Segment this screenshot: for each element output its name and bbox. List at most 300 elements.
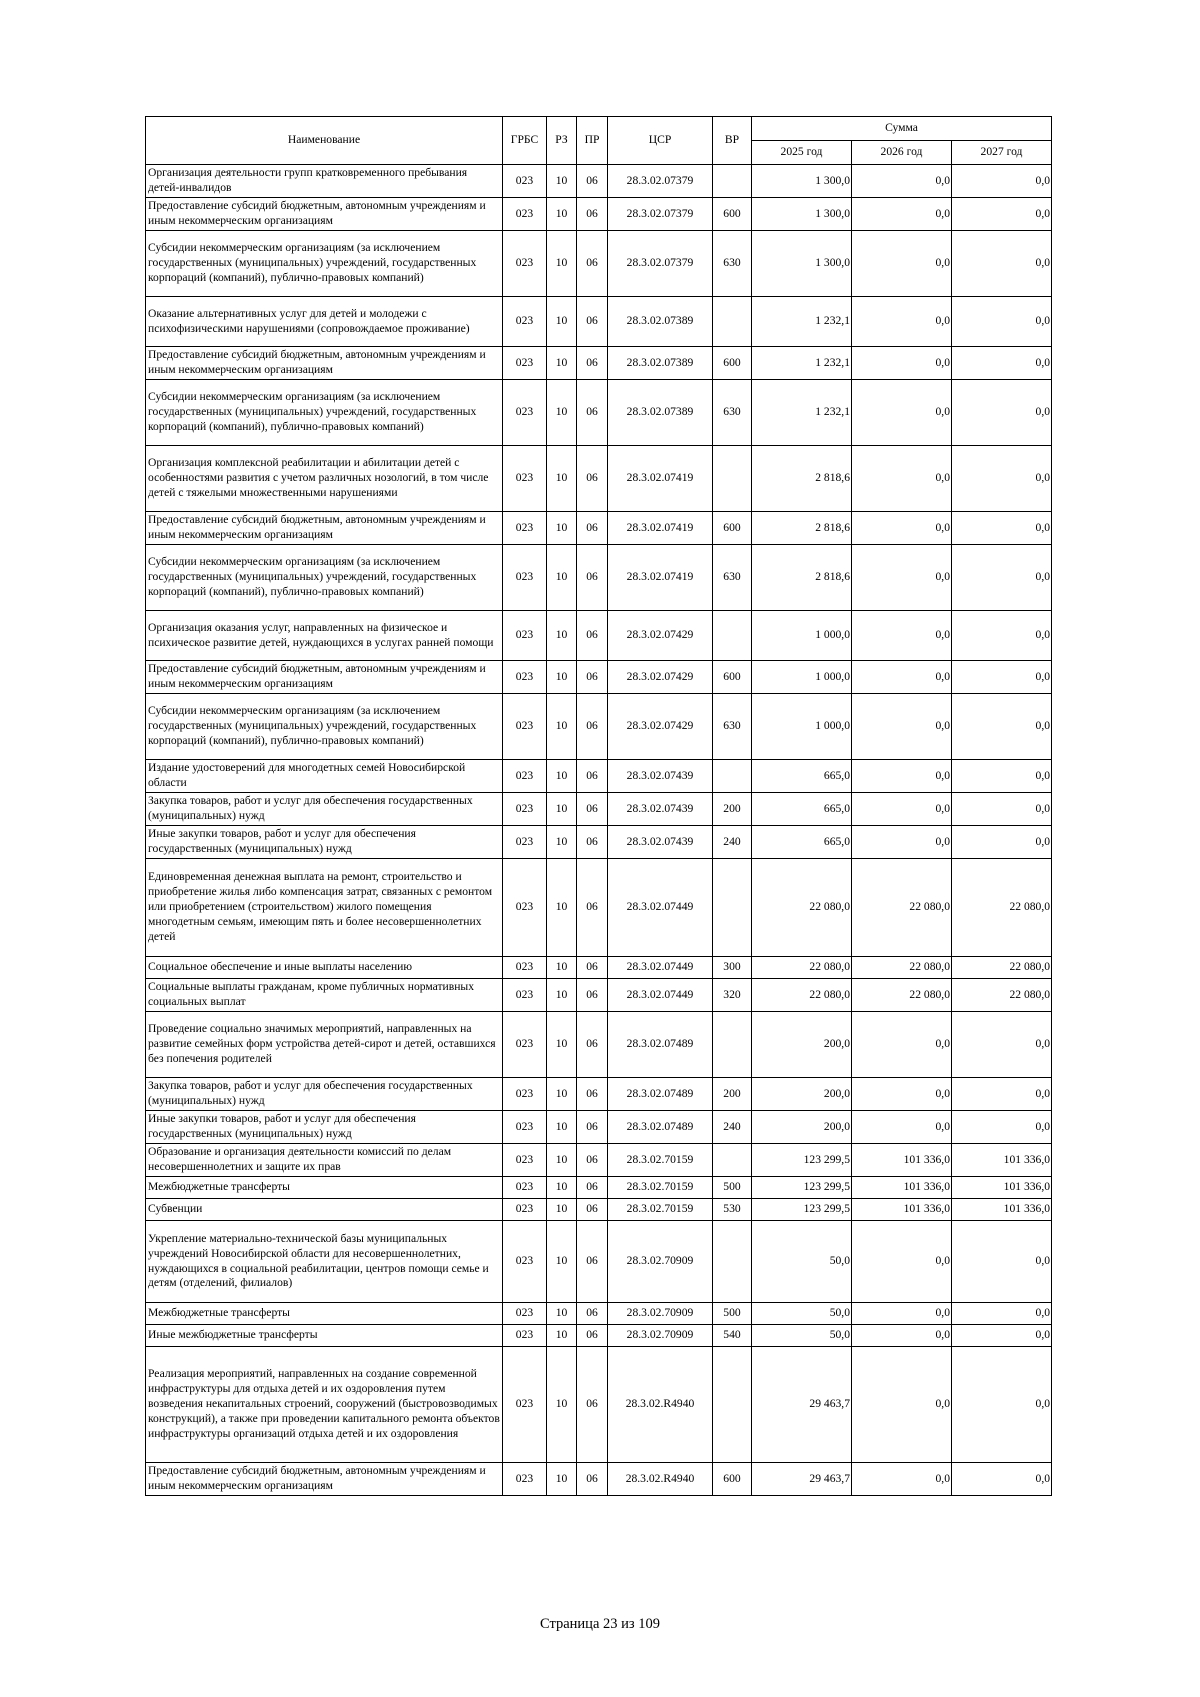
cell-2026: 101 336,0 <box>852 1199 952 1221</box>
cell-2025: 22 080,0 <box>752 957 852 979</box>
cell-2027: 0,0 <box>952 1221 1052 1303</box>
cell-rz: 10 <box>547 545 577 611</box>
cell-2025: 665,0 <box>752 760 852 793</box>
cell-grbs: 023 <box>503 793 547 826</box>
cell-pr: 06 <box>577 1078 608 1111</box>
cell-csr: 28.3.02.07429 <box>608 694 713 760</box>
cell-vr: 630 <box>713 545 752 611</box>
table-row <box>146 297 1052 347</box>
table-row <box>146 380 1052 446</box>
header-csr: ЦСР <box>608 117 713 165</box>
cell-2027: 0,0 <box>952 826 1052 859</box>
cell-grbs: 023 <box>503 545 547 611</box>
cell-csr: 28.3.02.07419 <box>608 446 713 512</box>
cell-csr: 28.3.02.07379 <box>608 198 713 231</box>
cell-name: Субсидии некоммерческим организациям (за исключением государственных (муниципальных) учреждений, государственных корпораций (компаний), публично-правовых компаний) <box>146 380 503 446</box>
cell-name: Иные закупки товаров, работ и услуг для обеспечения государственных (муниципальных) нужд <box>146 826 503 859</box>
cell-2025: 200,0 <box>752 1012 852 1078</box>
cell-csr: 28.3.02.07429 <box>608 611 713 661</box>
table-row <box>146 1221 1052 1303</box>
header-name: Наименование <box>146 117 503 165</box>
cell-rz: 10 <box>547 826 577 859</box>
cell-csr: 28.3.02.07449 <box>608 957 713 979</box>
cell-pr: 06 <box>577 1347 608 1463</box>
cell-csr: 28.3.02.07389 <box>608 347 713 380</box>
cell-pr: 06 <box>577 793 608 826</box>
cell-rz: 10 <box>547 165 577 198</box>
cell-rz: 10 <box>547 979 577 1012</box>
cell-name: Субвенции <box>146 1199 503 1221</box>
cell-2026: 101 336,0 <box>852 1144 952 1177</box>
cell-grbs: 023 <box>503 1144 547 1177</box>
cell-2026: 0,0 <box>852 661 952 694</box>
cell-2026: 0,0 <box>852 1347 952 1463</box>
cell-2025: 665,0 <box>752 793 852 826</box>
cell-2025: 123 299,5 <box>752 1177 852 1199</box>
cell-name: Предоставление субсидий бюджетным, автономным учреждениям и иным некоммерческим организациям <box>146 512 503 545</box>
table-row <box>146 760 1052 793</box>
cell-name: Закупка товаров, работ и услуг для обеспечения государственных (муниципальных) нужд <box>146 1078 503 1111</box>
cell-2026: 0,0 <box>852 198 952 231</box>
cell-2025: 1 000,0 <box>752 611 852 661</box>
cell-grbs: 023 <box>503 1199 547 1221</box>
cell-vr: 600 <box>713 661 752 694</box>
cell-2025: 1 000,0 <box>752 661 852 694</box>
cell-rz: 10 <box>547 1177 577 1199</box>
table-row <box>146 1078 1052 1111</box>
cell-vr: 500 <box>713 1177 752 1199</box>
cell-name: Предоставление субсидий бюджетным, автономным учреждениям и иным некоммерческим организациям <box>146 661 503 694</box>
cell-2025: 22 080,0 <box>752 859 852 957</box>
cell-2027: 0,0 <box>952 512 1052 545</box>
cell-csr: 28.3.02.70159 <box>608 1199 713 1221</box>
table-row <box>146 1111 1052 1144</box>
cell-name: Реализация мероприятий, направленных на создание современной инфраструктуры для отдыха детей и их оздоровления путем возведения некапитальных строений, сооружений (быстровозводимых конструкций), а также при проведении капитального ремонта объектов инфраструктуры организаций отдыха детей и их оздоровления <box>146 1347 503 1463</box>
cell-pr: 06 <box>577 1012 608 1078</box>
cell-2025: 123 299,5 <box>752 1199 852 1221</box>
cell-pr: 06 <box>577 545 608 611</box>
cell-2027: 0,0 <box>952 611 1052 661</box>
cell-2027: 0,0 <box>952 1325 1052 1347</box>
cell-vr <box>713 1347 752 1463</box>
cell-grbs: 023 <box>503 1111 547 1144</box>
cell-2027: 0,0 <box>952 231 1052 297</box>
cell-2026: 101 336,0 <box>852 1177 952 1199</box>
cell-vr: 200 <box>713 793 752 826</box>
cell-2027: 22 080,0 <box>952 859 1052 957</box>
cell-2027: 0,0 <box>952 446 1052 512</box>
header-year-2025: 2025 год <box>752 141 852 165</box>
cell-rz: 10 <box>547 793 577 826</box>
cell-vr <box>713 760 752 793</box>
cell-rz: 10 <box>547 347 577 380</box>
cell-vr <box>713 1012 752 1078</box>
cell-name: Единовременная денежная выплата на ремонт, строительство и приобретение жилья либо компенсация затрат, связанных с ремонтом или приобретением (строительством) жилого помещения многодетным семьям, имеющим пять и более несовершеннолетних детей <box>146 859 503 957</box>
cell-pr: 06 <box>577 512 608 545</box>
cell-rz: 10 <box>547 297 577 347</box>
cell-2027: 0,0 <box>952 793 1052 826</box>
header-year-2026: 2026 год <box>852 141 952 165</box>
cell-rz: 10 <box>547 512 577 545</box>
cell-csr: 28.3.02.07439 <box>608 793 713 826</box>
cell-vr: 200 <box>713 1078 752 1111</box>
table-row <box>146 611 1052 661</box>
cell-pr: 06 <box>577 347 608 380</box>
cell-2025: 1 300,0 <box>752 165 852 198</box>
cell-2026: 0,0 <box>852 165 952 198</box>
cell-2025: 2 818,6 <box>752 545 852 611</box>
cell-csr: 28.3.02.07439 <box>608 826 713 859</box>
cell-2025: 50,0 <box>752 1303 852 1325</box>
cell-2026: 0,0 <box>852 1012 952 1078</box>
cell-rz: 10 <box>547 957 577 979</box>
cell-csr: 28.3.02.07379 <box>608 231 713 297</box>
table-body <box>146 165 1052 1496</box>
cell-name: Субсидии некоммерческим организациям (за исключением государственных (муниципальных) учреждений, государственных корпораций (компаний), публично-правовых компаний) <box>146 231 503 297</box>
cell-rz: 10 <box>547 1221 577 1303</box>
cell-2026: 22 080,0 <box>852 979 952 1012</box>
cell-2025: 2 818,6 <box>752 446 852 512</box>
cell-2026: 0,0 <box>852 1325 952 1347</box>
table-row <box>146 793 1052 826</box>
cell-name: Субсидии некоммерческим организациям (за исключением государственных (муниципальных) учреждений, государственных корпораций (компаний), публично-правовых компаний) <box>146 545 503 611</box>
table-row <box>146 694 1052 760</box>
cell-2026: 0,0 <box>852 347 952 380</box>
cell-grbs: 023 <box>503 1303 547 1325</box>
cell-name: Образование и организация деятельности комиссий по делам несовершеннолетних и защите их прав <box>146 1144 503 1177</box>
cell-name: Предоставление субсидий бюджетным, автономным учреждениям и иным некоммерческим организациям <box>146 1463 503 1496</box>
table-row <box>146 231 1052 297</box>
cell-2027: 0,0 <box>952 760 1052 793</box>
cell-name: Межбюджетные трансферты <box>146 1303 503 1325</box>
cell-csr: 28.3.02.70909 <box>608 1221 713 1303</box>
table-row <box>146 1325 1052 1347</box>
cell-pr: 06 <box>577 826 608 859</box>
cell-pr: 06 <box>577 198 608 231</box>
table-row <box>146 1303 1052 1325</box>
cell-csr: 28.3.02.07419 <box>608 512 713 545</box>
header-grbs: ГРБС <box>503 117 547 165</box>
table-row <box>146 198 1052 231</box>
header-year-2027: 2027 год <box>952 141 1052 165</box>
cell-vr: 600 <box>713 1463 752 1496</box>
cell-name: Социальное обеспечение и иные выплаты населению <box>146 957 503 979</box>
cell-2027: 0,0 <box>952 1111 1052 1144</box>
cell-pr: 06 <box>577 1463 608 1496</box>
cell-2026: 0,0 <box>852 1463 952 1496</box>
cell-2026: 0,0 <box>852 1221 952 1303</box>
cell-csr: 28.3.02.R4940 <box>608 1347 713 1463</box>
table-row <box>146 347 1052 380</box>
cell-pr: 06 <box>577 297 608 347</box>
cell-2027: 0,0 <box>952 1078 1052 1111</box>
cell-2026: 0,0 <box>852 611 952 661</box>
cell-name: Проведение социально значимых мероприятий, направленных на развитие семейных форм устройства детей-сирот и детей, оставшихся без попечения родителей <box>146 1012 503 1078</box>
cell-2025: 29 463,7 <box>752 1347 852 1463</box>
cell-rz: 10 <box>547 1144 577 1177</box>
cell-2026: 0,0 <box>852 545 952 611</box>
cell-2026: 0,0 <box>852 231 952 297</box>
cell-2025: 200,0 <box>752 1111 852 1144</box>
cell-rz: 10 <box>547 859 577 957</box>
cell-pr: 06 <box>577 661 608 694</box>
cell-2027: 0,0 <box>952 661 1052 694</box>
cell-name: Оказание альтернативных услуг для детей и молодежи с психофизическими нарушениями (сопровождаемое проживание) <box>146 297 503 347</box>
table-row <box>146 1144 1052 1177</box>
cell-pr: 06 <box>577 760 608 793</box>
cell-rz: 10 <box>547 1078 577 1111</box>
cell-vr: 540 <box>713 1325 752 1347</box>
cell-2025: 200,0 <box>752 1078 852 1111</box>
cell-rz: 10 <box>547 760 577 793</box>
header-sum: Сумма <box>752 117 1052 141</box>
cell-vr <box>713 611 752 661</box>
cell-2025: 50,0 <box>752 1221 852 1303</box>
table-row <box>146 979 1052 1012</box>
cell-csr: 28.3.02.70159 <box>608 1177 713 1199</box>
cell-csr: 28.3.02.07489 <box>608 1111 713 1144</box>
cell-csr: 28.3.02.07489 <box>608 1078 713 1111</box>
cell-rz: 10 <box>547 1463 577 1496</box>
cell-rz: 10 <box>547 1111 577 1144</box>
cell-2025: 1 300,0 <box>752 198 852 231</box>
cell-grbs: 023 <box>503 1177 547 1199</box>
cell-csr: 28.3.02.R4940 <box>608 1463 713 1496</box>
cell-name: Иные межбюджетные трансферты <box>146 1325 503 1347</box>
cell-pr: 06 <box>577 1111 608 1144</box>
cell-name: Социальные выплаты гражданам, кроме публичных нормативных социальных выплат <box>146 979 503 1012</box>
cell-pr: 06 <box>577 1303 608 1325</box>
cell-rz: 10 <box>547 694 577 760</box>
cell-pr: 06 <box>577 611 608 661</box>
cell-pr: 06 <box>577 1144 608 1177</box>
cell-pr: 06 <box>577 859 608 957</box>
cell-2026: 0,0 <box>852 826 952 859</box>
table-row <box>146 512 1052 545</box>
cell-2026: 0,0 <box>852 512 952 545</box>
cell-2026: 22 080,0 <box>852 957 952 979</box>
cell-2025: 665,0 <box>752 826 852 859</box>
cell-grbs: 023 <box>503 297 547 347</box>
cell-2027: 101 336,0 <box>952 1144 1052 1177</box>
cell-grbs: 023 <box>503 979 547 1012</box>
cell-name: Укрепление материально-технической базы муниципальных учреждений Новосибирской области для несовершеннолетних, нуждающихся в социальной реабилитации, центров помощи семье и детям (отделений, филиалов) <box>146 1221 503 1303</box>
cell-vr <box>713 1221 752 1303</box>
cell-name: Субсидии некоммерческим организациям (за исключением государственных (муниципальных) учреждений, государственных корпораций (компаний), публично-правовых компаний) <box>146 694 503 760</box>
cell-grbs: 023 <box>503 347 547 380</box>
cell-grbs: 023 <box>503 1078 547 1111</box>
cell-pr: 06 <box>577 446 608 512</box>
table-row <box>146 165 1052 198</box>
cell-2027: 0,0 <box>952 1347 1052 1463</box>
cell-name: Организация оказания услуг, направленных на физическое и психическое развитие детей, нуждающихся в услугах ранней помощи <box>146 611 503 661</box>
cell-name: Иные закупки товаров, работ и услуг для обеспечения государственных (муниципальных) нужд <box>146 1111 503 1144</box>
cell-rz: 10 <box>547 231 577 297</box>
cell-vr: 630 <box>713 694 752 760</box>
cell-2027: 101 336,0 <box>952 1199 1052 1221</box>
cell-vr: 600 <box>713 198 752 231</box>
cell-name: Организация комплексной реабилитации и абилитации детей с особенностями развития с учетом различных нозологий, в том числе детей с тяжелыми множественными нарушениями <box>146 446 503 512</box>
cell-vr: 630 <box>713 380 752 446</box>
cell-pr: 06 <box>577 1325 608 1347</box>
cell-csr: 28.3.02.07419 <box>608 545 713 611</box>
cell-2027: 0,0 <box>952 198 1052 231</box>
cell-grbs: 023 <box>503 512 547 545</box>
cell-pr: 06 <box>577 380 608 446</box>
cell-rz: 10 <box>547 446 577 512</box>
cell-rz: 10 <box>547 611 577 661</box>
cell-pr: 06 <box>577 1177 608 1199</box>
cell-grbs: 023 <box>503 661 547 694</box>
cell-csr: 28.3.02.70909 <box>608 1303 713 1325</box>
cell-csr: 28.3.02.07449 <box>608 979 713 1012</box>
cell-grbs: 023 <box>503 1347 547 1463</box>
table-row <box>146 661 1052 694</box>
cell-vr <box>713 1144 752 1177</box>
table-row <box>146 859 1052 957</box>
cell-csr: 28.3.02.07389 <box>608 380 713 446</box>
cell-csr: 28.3.02.07389 <box>608 297 713 347</box>
cell-2026: 0,0 <box>852 1078 952 1111</box>
cell-2026: 0,0 <box>852 297 952 347</box>
cell-csr: 28.3.02.07489 <box>608 1012 713 1078</box>
cell-2025: 1 232,1 <box>752 380 852 446</box>
cell-2027: 0,0 <box>952 694 1052 760</box>
cell-grbs: 023 <box>503 380 547 446</box>
cell-pr: 06 <box>577 1221 608 1303</box>
cell-vr <box>713 297 752 347</box>
cell-csr: 28.3.02.07429 <box>608 661 713 694</box>
cell-name: Предоставление субсидий бюджетным, автономным учреждениям и иным некоммерческим организациям <box>146 347 503 380</box>
cell-csr: 28.3.02.70159 <box>608 1144 713 1177</box>
cell-rz: 10 <box>547 1199 577 1221</box>
page-number: Страница 23 из 109 <box>539 1616 660 1632</box>
cell-grbs: 023 <box>503 165 547 198</box>
cell-grbs: 023 <box>503 1325 547 1347</box>
cell-name: Закупка товаров, работ и услуг для обеспечения государственных (муниципальных) нужд <box>146 793 503 826</box>
cell-2026: 0,0 <box>852 380 952 446</box>
cell-rz: 10 <box>547 380 577 446</box>
cell-vr: 600 <box>713 347 752 380</box>
cell-vr <box>713 859 752 957</box>
cell-2026: 0,0 <box>852 760 952 793</box>
table-row <box>146 545 1052 611</box>
cell-2026: 0,0 <box>852 1111 952 1144</box>
cell-rz: 10 <box>547 1325 577 1347</box>
cell-name: Издание удостоверений для многодетных семей Новосибирской области <box>146 760 503 793</box>
table-row <box>146 1347 1052 1463</box>
cell-pr: 06 <box>577 165 608 198</box>
table-row <box>146 1177 1052 1199</box>
cell-2027: 0,0 <box>952 347 1052 380</box>
cell-grbs: 023 <box>503 1463 547 1496</box>
cell-rz: 10 <box>547 198 577 231</box>
cell-vr: 300 <box>713 957 752 979</box>
cell-vr: 240 <box>713 826 752 859</box>
cell-grbs: 023 <box>503 446 547 512</box>
cell-2025: 1 000,0 <box>752 694 852 760</box>
cell-vr: 530 <box>713 1199 752 1221</box>
table-row <box>146 1012 1052 1078</box>
cell-2025: 1 232,1 <box>752 297 852 347</box>
cell-pr: 06 <box>577 979 608 1012</box>
cell-2027: 101 336,0 <box>952 1177 1052 1199</box>
table-row <box>146 826 1052 859</box>
cell-grbs: 023 <box>503 957 547 979</box>
cell-2025: 29 463,7 <box>752 1463 852 1496</box>
cell-rz: 10 <box>547 1303 577 1325</box>
cell-2026: 0,0 <box>852 694 952 760</box>
cell-2027: 0,0 <box>952 380 1052 446</box>
cell-2027: 22 080,0 <box>952 957 1052 979</box>
cell-vr: 240 <box>713 1111 752 1144</box>
cell-2026: 22 080,0 <box>852 859 952 957</box>
cell-grbs: 023 <box>503 611 547 661</box>
cell-name: Межбюджетные трансферты <box>146 1177 503 1199</box>
cell-2026: 0,0 <box>852 793 952 826</box>
cell-vr: 630 <box>713 231 752 297</box>
cell-2025: 1 232,1 <box>752 347 852 380</box>
cell-2027: 0,0 <box>952 1012 1052 1078</box>
table-row <box>146 446 1052 512</box>
cell-grbs: 023 <box>503 760 547 793</box>
cell-2027: 0,0 <box>952 165 1052 198</box>
cell-csr: 28.3.02.07379 <box>608 165 713 198</box>
cell-grbs: 023 <box>503 694 547 760</box>
cell-vr: 600 <box>713 512 752 545</box>
cell-csr: 28.3.02.07449 <box>608 859 713 957</box>
cell-pr: 06 <box>577 957 608 979</box>
cell-vr <box>713 446 752 512</box>
cell-vr: 500 <box>713 1303 752 1325</box>
cell-2027: 0,0 <box>952 297 1052 347</box>
cell-grbs: 023 <box>503 231 547 297</box>
cell-2027: 0,0 <box>952 1303 1052 1325</box>
table-header-row <box>146 117 1052 141</box>
cell-rz: 10 <box>547 1347 577 1463</box>
cell-pr: 06 <box>577 694 608 760</box>
cell-2025: 123 299,5 <box>752 1144 852 1177</box>
cell-grbs: 023 <box>503 859 547 957</box>
cell-2025: 1 300,0 <box>752 231 852 297</box>
cell-2026: 0,0 <box>852 446 952 512</box>
header-vr: ВР <box>713 117 752 165</box>
cell-2025: 50,0 <box>752 1325 852 1347</box>
cell-vr <box>713 165 752 198</box>
cell-2027: 0,0 <box>952 1463 1052 1496</box>
cell-2026: 0,0 <box>852 1303 952 1325</box>
header-pr: ПР <box>577 117 608 165</box>
cell-2025: 2 818,6 <box>752 512 852 545</box>
cell-rz: 10 <box>547 1012 577 1078</box>
cell-grbs: 023 <box>503 1012 547 1078</box>
cell-pr: 06 <box>577 231 608 297</box>
cell-2025: 22 080,0 <box>752 979 852 1012</box>
cell-pr: 06 <box>577 1199 608 1221</box>
cell-name: Организация деятельности групп кратковременного пребывания детей-инвалидов <box>146 165 503 198</box>
table-row <box>146 1199 1052 1221</box>
cell-csr: 28.3.02.70909 <box>608 1325 713 1347</box>
cell-2027: 0,0 <box>952 545 1052 611</box>
header-rz: РЗ <box>547 117 577 165</box>
cell-csr: 28.3.02.07439 <box>608 760 713 793</box>
table-row <box>146 1463 1052 1496</box>
budget-table <box>145 116 1052 1496</box>
cell-grbs: 023 <box>503 1221 547 1303</box>
cell-grbs: 023 <box>503 198 547 231</box>
table-row <box>146 957 1052 979</box>
cell-vr: 320 <box>713 979 752 1012</box>
